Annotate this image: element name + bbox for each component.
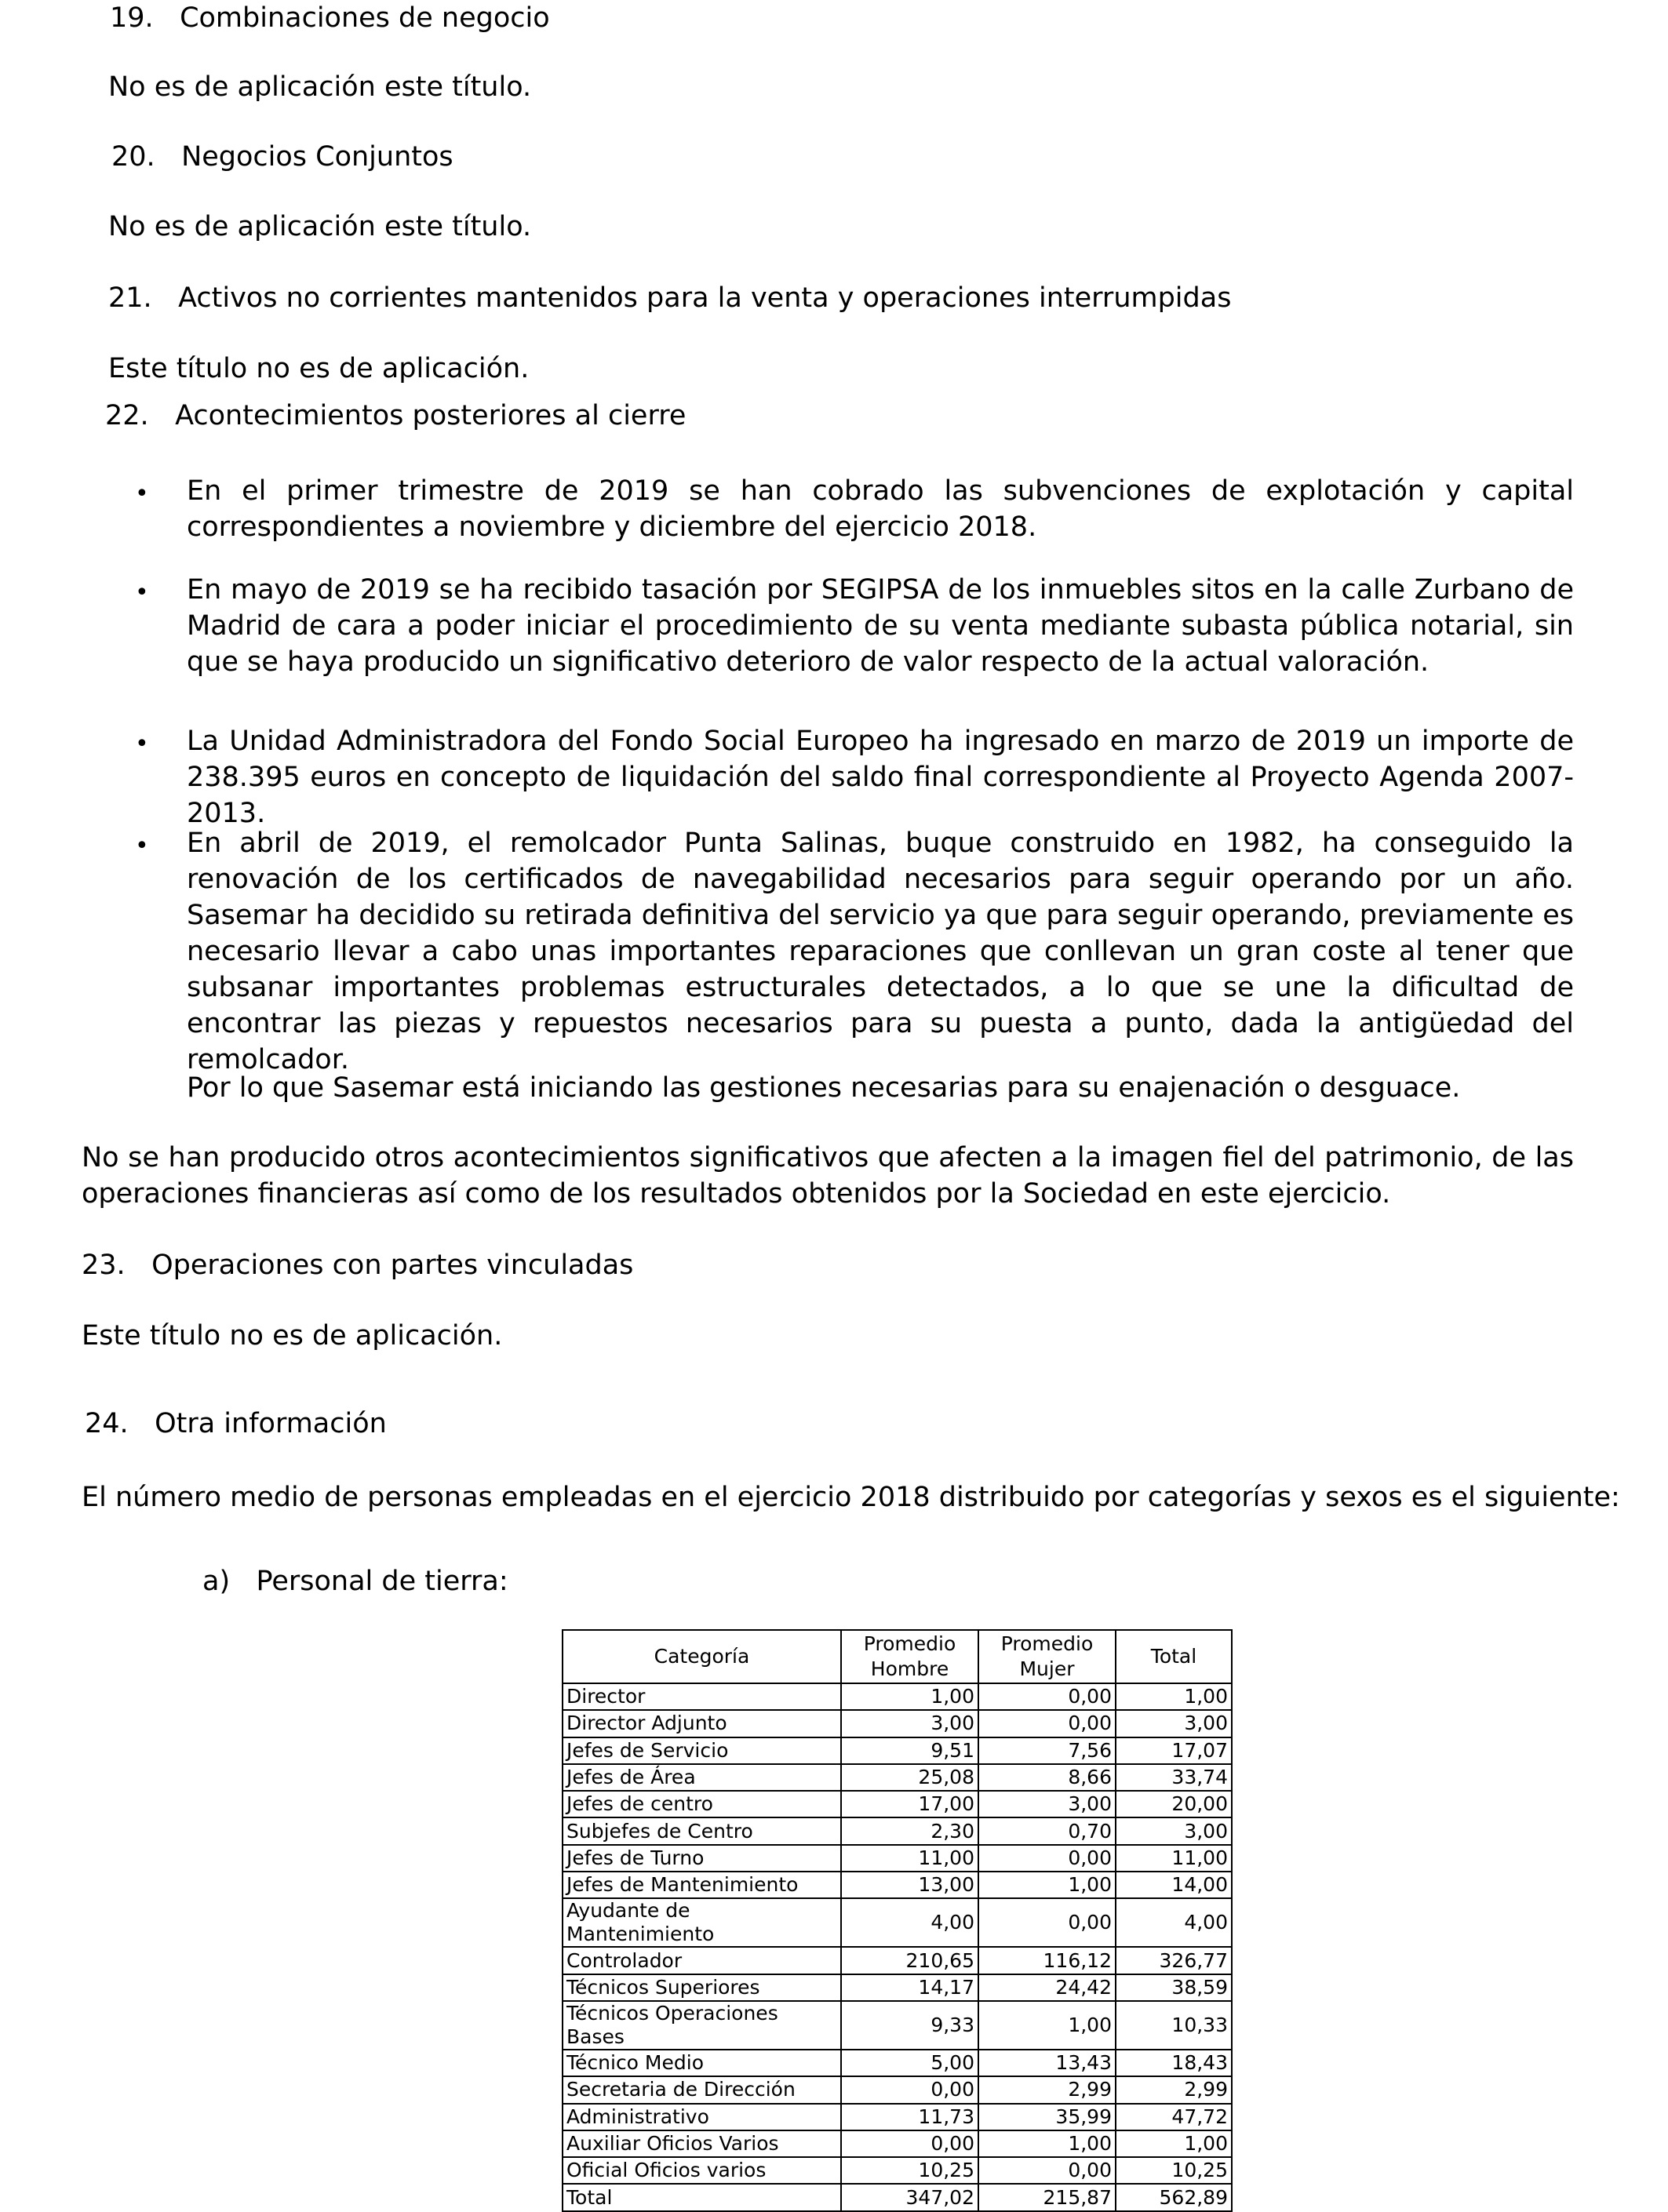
male-avg-cell: 0,00 [841, 2130, 978, 2157]
female-avg-cell: 0,00 [978, 1845, 1116, 1872]
subsection-label: a) [202, 1566, 231, 1597]
table-header-row [563, 1630, 1232, 1683]
category-cell: Administrativo [563, 2104, 841, 2130]
table-row [563, 1872, 1232, 1898]
table-row [563, 1974, 1232, 2001]
section-22-heading [105, 398, 686, 434]
category-cell: Subjefes de Centro [563, 1817, 841, 1844]
male-avg-cell: 11,73 [841, 2104, 978, 2130]
total-cell: 10,33 [1116, 2001, 1232, 2050]
table-row [563, 1791, 1232, 1817]
category-cell: Auxiliar Oficios Varios [563, 2130, 841, 2157]
category-cell: Oficial Oficios varios [563, 2157, 841, 2184]
section-title: Combinaciones de negocio [180, 2, 550, 34]
total-cell: 1,00 [1116, 2130, 1232, 2157]
male-avg-cell: 17,00 [841, 1791, 978, 1817]
male-avg-cell: 2,30 [841, 1817, 978, 1844]
total-cell: 562,89 [1116, 2184, 1232, 2210]
category-cell: Técnicos Superiores [563, 1974, 841, 2001]
female-avg-cell: 8,66 [978, 1764, 1116, 1791]
total-cell: 2,99 [1116, 2076, 1232, 2103]
table-row [563, 2157, 1232, 2184]
employees-intro: El número medio de personas empleadas en el ejercicio 2018 distribuido por categorías y sexos es el siguiente: [82, 1482, 1620, 1513]
male-avg-cell: 210,65 [841, 1947, 978, 1974]
section-23-heading [82, 1247, 633, 1283]
section-23-body: Este título no es de aplicación. [82, 1320, 503, 1352]
male-avg-cell: 0,00 [841, 2076, 978, 2103]
section-19-body: No es de aplicación este título. [108, 71, 532, 103]
section-number: 22. [105, 400, 149, 431]
bullet-item: En abril de 2019, el remolcador Punta Salinas, buque construido en 1982, ha conseguido la renovación de los certificados de navegabilidad necesarios para seguir operando por un año. Sasemar ha decidido su retirada definitiva del servicio ya que para seguir operando, previamente es necesario llevar a cabo unas importantes reparaciones que conllevan un gran coste al tener que subsanar importantes problemas estructurales detectados, a lo que se une la dificultad de encontrar las piezas y repuestos necesarios para su puesta a punto, dada la antigüedad del remolcador. [187, 828, 1574, 1075]
category-cell: Jefes de Servicio [563, 1737, 841, 1764]
category-cell: Jefes de Área [563, 1764, 841, 1791]
table-row [563, 1817, 1232, 1844]
bullet-followup: Por lo que Sasemar está iniciando las gestiones necesarias para su enajenación o desguace. [187, 1072, 1461, 1104]
female-avg-cell: 35,99 [978, 2104, 1116, 2130]
category-cell: Director Adjunto [563, 1710, 841, 1737]
male-avg-cell: 5,00 [841, 2050, 978, 2076]
female-avg-cell: 24,42 [978, 1974, 1116, 2001]
bullet-item: En el primer trimestre de 2019 se han cobrado las subvenciones de explotación y capital correspondientes a noviembre y diciembre del ejercicio 2018. [187, 475, 1574, 543]
female-avg-cell: 0,00 [978, 2157, 1116, 2184]
category-cell: Total [563, 2184, 841, 2210]
category-cell: Jefes de centro [563, 1791, 841, 1817]
total-cell: 38,59 [1116, 1974, 1232, 2001]
male-avg-cell: 3,00 [841, 1710, 978, 1737]
table-row [563, 1710, 1232, 1737]
section-title: Activos no corrientes mantenidos para la venta y operaciones interrumpidas [178, 282, 1232, 314]
table-row [563, 2076, 1232, 2103]
male-avg-cell: 4,00 [841, 1898, 978, 1947]
table-row [563, 2130, 1232, 2157]
header-female-avg: Promedio Mujer [978, 1630, 1116, 1683]
bullet-marker: • [135, 579, 149, 606]
female-avg-cell: 7,56 [978, 1737, 1116, 1764]
section-20-heading [111, 139, 453, 175]
female-avg-cell: 1,00 [978, 2130, 1116, 2157]
female-avg-cell: 2,99 [978, 2076, 1116, 2103]
section-20-body: No es de aplicación este título. [108, 211, 532, 242]
table-row [563, 2184, 1232, 2210]
category-cell: Jefes de Mantenimiento [563, 1872, 841, 1898]
bullet-marker: • [135, 730, 149, 758]
total-cell: 20,00 [1116, 1791, 1232, 1817]
section-title: Operaciones con partes vinculadas [151, 1250, 634, 1281]
table-row [563, 1898, 1232, 1947]
table-body [563, 1683, 1232, 2211]
male-avg-cell: 13,00 [841, 1872, 978, 1898]
table-row [563, 1764, 1232, 1791]
table-row [563, 2001, 1232, 2050]
female-avg-cell: 3,00 [978, 1791, 1116, 1817]
section-24-heading [85, 1406, 387, 1442]
header-male-avg: Promedio Hombre [841, 1630, 978, 1683]
total-cell: 10,25 [1116, 2157, 1232, 2184]
category-cell: Controlador [563, 1947, 841, 1974]
female-avg-cell: 215,87 [978, 2184, 1116, 2210]
total-cell: 14,00 [1116, 1872, 1232, 1898]
total-cell: 326,77 [1116, 1947, 1232, 1974]
male-avg-cell: 9,51 [841, 1737, 978, 1764]
total-cell: 18,43 [1116, 2050, 1232, 2076]
total-cell: 4,00 [1116, 1898, 1232, 1947]
male-avg-cell: 9,33 [841, 2001, 978, 2050]
female-avg-cell: 0,70 [978, 1817, 1116, 1844]
header-category: Categoría [563, 1630, 841, 1683]
bullet-marker: • [135, 480, 149, 508]
section-21-heading [108, 280, 1231, 316]
female-avg-cell: 0,00 [978, 1710, 1116, 1737]
total-cell: 11,00 [1116, 1845, 1232, 1872]
male-avg-cell: 347,02 [841, 2184, 978, 2210]
section-title: Otra información [155, 1408, 387, 1439]
female-avg-cell: 0,00 [978, 1683, 1116, 1710]
male-avg-cell: 25,08 [841, 1764, 978, 1791]
total-cell: 1,00 [1116, 1683, 1232, 1710]
total-cell: 47,72 [1116, 2104, 1232, 2130]
section-number: 23. [82, 1250, 126, 1281]
category-cell: Jefes de Turno [563, 1845, 841, 1872]
total-cell: 3,00 [1116, 1710, 1232, 1737]
category-cell: Director [563, 1683, 841, 1710]
bullet-marker: • [135, 832, 149, 860]
category-cell: Secretaria de Dirección [563, 2076, 841, 2103]
male-avg-cell: 1,00 [841, 1683, 978, 1710]
table-row [563, 1947, 1232, 1974]
section-title: Negocios Conjuntos [181, 141, 453, 173]
section-number: 19. [110, 2, 154, 34]
category-cell: Ayudante de Mantenimiento [563, 1898, 841, 1947]
table-row [563, 1737, 1232, 1764]
total-cell: 33,74 [1116, 1764, 1232, 1791]
section-number: 21. [108, 282, 152, 314]
bullet-item: En mayo de 2019 se ha recibido tasación por SEGIPSA de los inmuebles sitos en la calle Zurbano de Madrid de cara a poder iniciar el procedimiento de su venta mediante subasta pública notarial, sin que se haya producido un significativo deterioro de valor respecto de la actual valoración. [187, 574, 1574, 678]
table-row [563, 1845, 1232, 1872]
subsection-a-heading [202, 1563, 508, 1599]
section-number: 20. [111, 141, 155, 173]
female-avg-cell: 1,00 [978, 1872, 1116, 1898]
section-19-heading [110, 0, 550, 36]
female-avg-cell: 0,00 [978, 1898, 1116, 1947]
total-cell: 3,00 [1116, 1817, 1232, 1844]
table-row [563, 1683, 1232, 1710]
category-cell: Técnicos Operaciones Bases [563, 2001, 841, 2050]
section-title: Acontecimientos posteriores al cierre [175, 400, 687, 431]
total-cell: 17,07 [1116, 1737, 1232, 1764]
female-avg-cell: 13,43 [978, 2050, 1116, 2076]
section-21-body: Este título no es de aplicación. [108, 353, 530, 384]
male-avg-cell: 14,17 [841, 1974, 978, 2001]
female-avg-cell: 116,12 [978, 1947, 1116, 1974]
bullet-item: La Unidad Administradora del Fondo Social Europeo ha ingresado en marzo de 2019 un importe de 238.395 euros en concepto de liquidación del saldo final correspondiente al Proyecto Agenda 2007-2013. [187, 726, 1574, 829]
subsection-title: Personal de tierra: [256, 1566, 508, 1597]
closing-paragraph: No se han producido otros acontecimientos significativos que afecten a la imagen fiel del patrimonio, de las operaciones financieras así como de los resultados obtenidos por la Sociedad en este ejercicio. [82, 1142, 1574, 1210]
section-number: 24. [85, 1408, 129, 1439]
male-avg-cell: 11,00 [841, 1845, 978, 1872]
category-cell: Técnico Medio [563, 2050, 841, 2076]
male-avg-cell: 10,25 [841, 2157, 978, 2184]
employees-table [562, 1629, 1233, 2212]
female-avg-cell: 1,00 [978, 2001, 1116, 2050]
table-row [563, 2050, 1232, 2076]
header-total: Total [1116, 1630, 1232, 1683]
table-row [563, 2104, 1232, 2130]
